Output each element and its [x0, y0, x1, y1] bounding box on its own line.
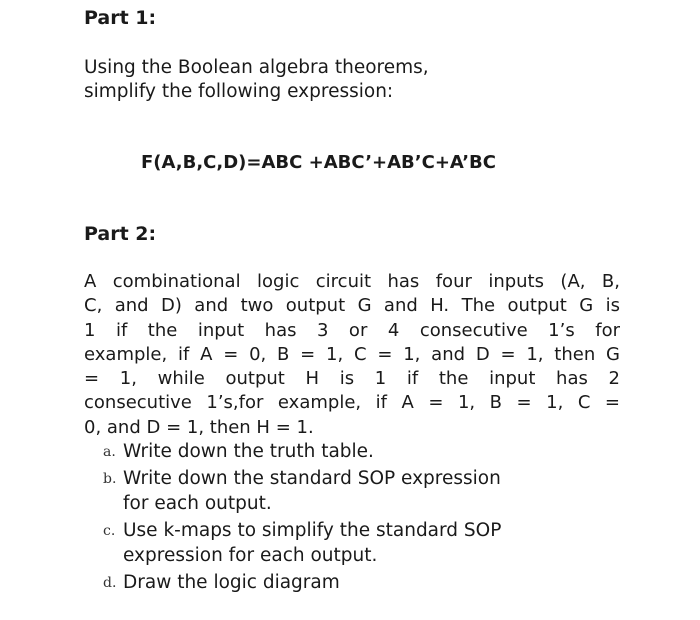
task-marker: a.: [103, 444, 116, 460]
task-item-c: [100, 518, 620, 568]
boolean-expression: F(A,B,C,D)=ABC +ABC’+AB’C+A’BC: [141, 152, 496, 173]
task-line: Write down the truth table.: [123, 441, 374, 462]
task-marker: b.: [103, 471, 117, 487]
part2-heading: Part 2:: [84, 223, 157, 245]
task-item-d: [100, 570, 620, 595]
part1-instructions: [84, 56, 644, 104]
task-marker: d.: [103, 575, 117, 591]
task-text: [123, 439, 620, 464]
paragraph-line: 0, and D = 1, then H = 1.: [84, 416, 314, 438]
task-text: [123, 518, 620, 568]
paragraph-line: C, and D) and two output G and H. The output G is: [84, 295, 620, 317]
instruction-line: simplify the following expression:: [84, 81, 394, 102]
task-line: Write down the standard SOP expression: [123, 468, 501, 489]
task-line: Use k-maps to simplify the standard SOP: [123, 520, 502, 541]
paragraph-line: example, if A = 0, B = 1, C = 1, and D = 1, then G: [84, 343, 620, 365]
task-line: expression for each output.: [123, 545, 378, 566]
task-marker: c.: [103, 523, 116, 539]
part1-heading: Part 1:: [84, 7, 157, 29]
part2-problem-statement: [84, 270, 620, 440]
paragraph-line: consecutive 1’s,for example, if A = 1, B = 1, C =: [84, 392, 620, 414]
paragraph-line: = 1, while output H is 1 if the input has 2: [84, 368, 620, 390]
paragraph-line: A combinational logic circuit has four inputs (A, B,: [84, 271, 620, 292]
task-item-a: [100, 439, 620, 464]
task-line: Draw the logic diagram: [123, 572, 340, 593]
task-text: [123, 466, 620, 516]
task-item-b: [100, 466, 620, 516]
instruction-line: Using the Boolean algebra theorems,: [84, 57, 429, 78]
task-line: for each output.: [123, 493, 272, 514]
task-text: [123, 570, 620, 595]
paragraph-line: 1 if the input has 3 or 4 consecutive 1’s for: [84, 319, 620, 341]
task-list: [100, 439, 620, 597]
